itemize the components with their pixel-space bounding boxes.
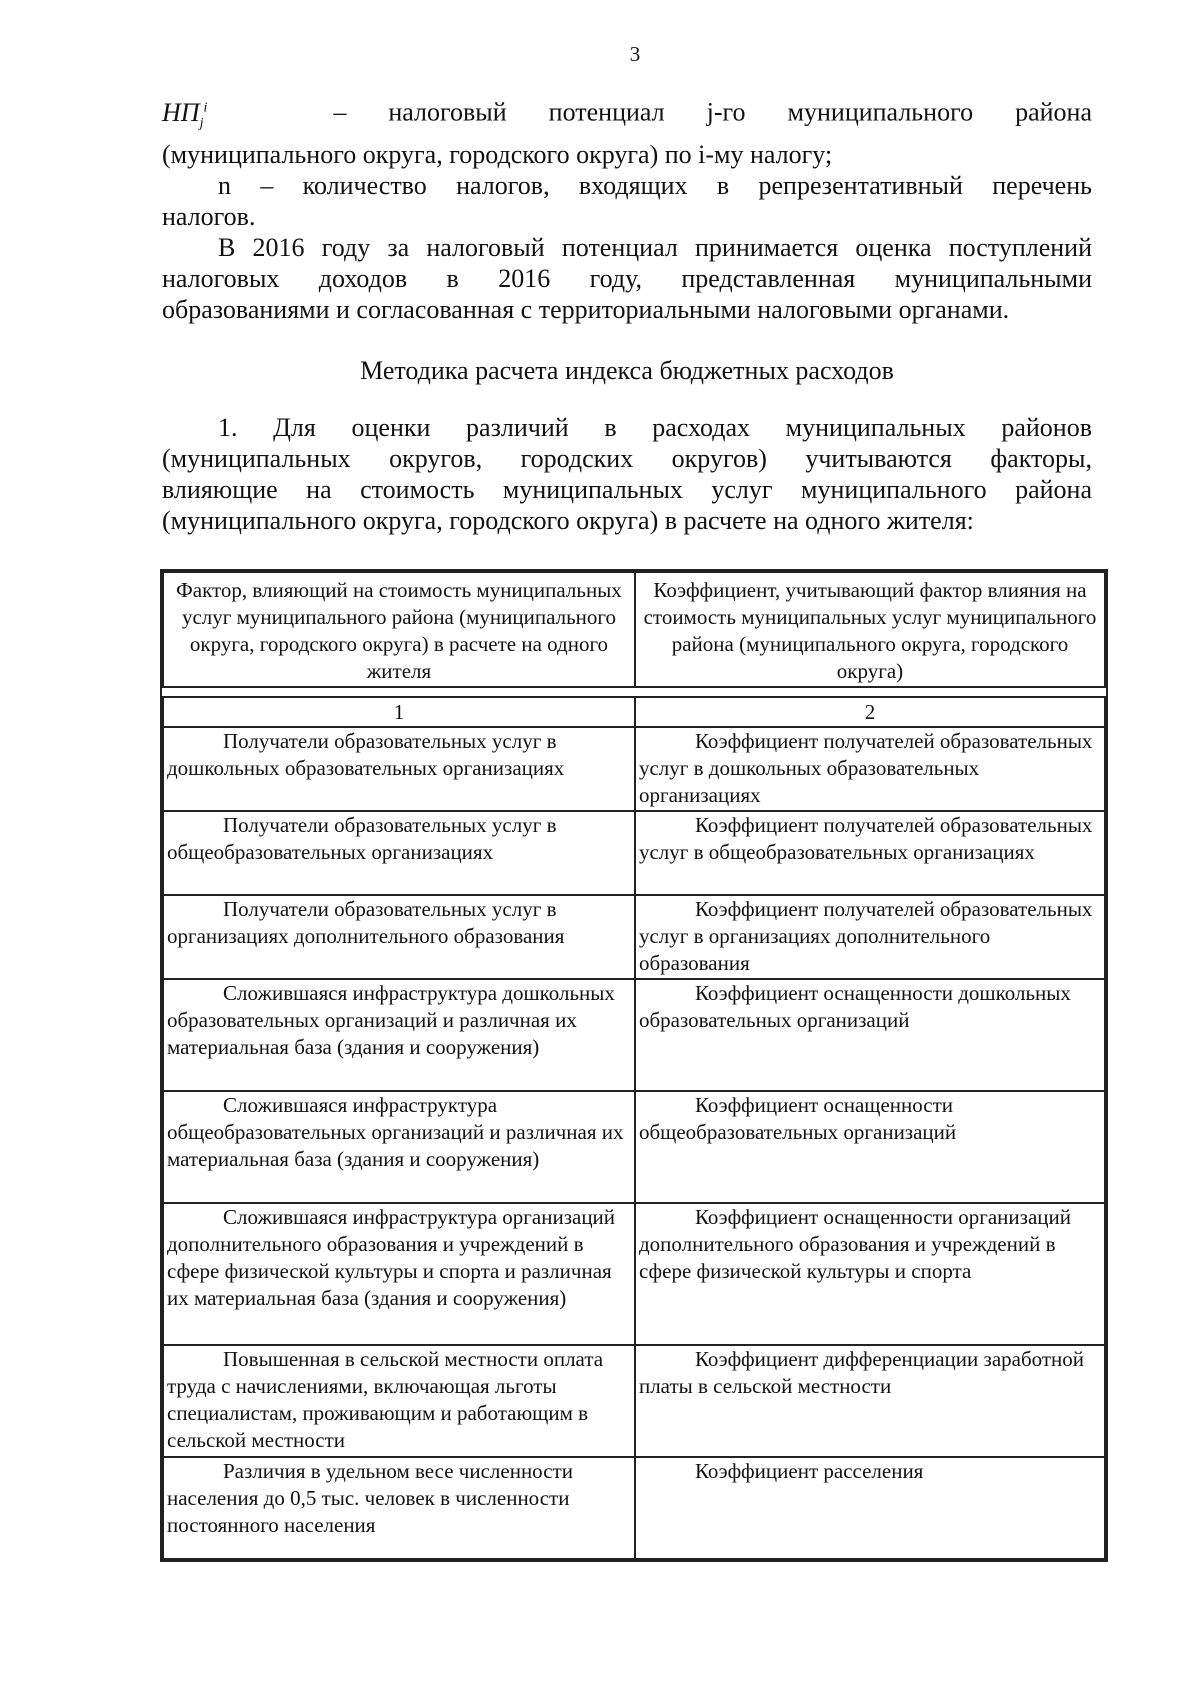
table-cell-coefficient: Коэффициент расселения xyxy=(635,1457,1105,1559)
table-cell-factor: Получатели образовательных услуг в дошкольных образовательных организациях xyxy=(163,727,635,811)
table-cell-coefficient: Коэффициент оснащенности организаций дополнительного образования и учреждений в сфере физической культуры и спорта xyxy=(635,1203,1105,1345)
table-cell-coefficient: Коэффициент оснащенности дошкольных образовательных организаций xyxy=(635,979,1105,1091)
table-cell-factor: Получатели образовательных услуг в общеобразовательных организациях xyxy=(163,811,635,895)
table-row xyxy=(163,895,1105,979)
table-row xyxy=(163,1457,1105,1559)
table-col-number-1: 1 xyxy=(163,697,635,727)
table-cell-coefficient: Коэффициент получателей образовательных услуг в организациях дополнительного образования xyxy=(635,895,1105,979)
table-cell-factor: Получатели образовательных услуг в организациях дополнительного образования xyxy=(163,895,635,979)
table-cell-factor: Различия в удельном весе численности населения до 0,5 тыс. человек в численности постоянного населения xyxy=(163,1457,635,1559)
formula-definition-continuation: (муниципального округа, городского округа) по i-му налогу; xyxy=(162,139,833,169)
n-definition-continuation: налогов. xyxy=(162,201,256,231)
table-header-row xyxy=(163,572,1105,687)
n-definition-line: n – количество налогов, входящих в репрезентативный перечень xyxy=(218,170,1092,200)
formula-definition-line xyxy=(162,92,1092,139)
paragraph-1-line4: (муниципального округа, городского округа) в расчете на одного жителя: xyxy=(162,505,974,535)
table-col-number-2: 2 xyxy=(635,697,1105,727)
document-body xyxy=(162,92,1092,536)
table-header-factor: Фактор, влияющий на стоимость муниципальных услуг муниципального района (муниципального округа, городского округа) в расчете на одного жителя xyxy=(163,572,635,687)
table-cell-factor: Сложившаяся инфраструктура общеобразовательных организаций и различная их материальная база (здания и сооружения) xyxy=(163,1091,635,1203)
formula-definition-text: – налоговый потенциал j-го муниципального района xyxy=(333,97,1092,127)
table-cell-coefficient: Коэффициент получателей образовательных услуг в дошкольных образовательных организациях xyxy=(635,727,1105,811)
section-title: Методика расчета индекса бюджетных расходов xyxy=(360,355,894,385)
table-cell-coefficient: Коэффициент оснащенности общеобразовательных организаций xyxy=(635,1091,1105,1203)
paragraph-2016-line1: В 2016 году за налоговый потенциал принимается оценка поступлений xyxy=(218,232,1092,262)
table-row xyxy=(163,979,1105,1091)
factors-table xyxy=(160,569,1108,1562)
table-header-coefficient: Коэффициент, учитывающий фактор влияния на стоимость муниципальных услуг муниципального района (муниципального округа, городского округа) xyxy=(635,572,1105,687)
table-cell-coefficient: Коэффициент дифференциации заработной платы в сельской местности xyxy=(635,1345,1105,1457)
table-row xyxy=(163,1345,1105,1457)
table-cell-coefficient: Коэффициент получателей образовательных услуг в общеобразовательных организациях xyxy=(635,811,1105,895)
paragraph-1-line1: 1. Для оценки различий в расходах муниципальных районов xyxy=(218,412,1092,442)
table-header-separator xyxy=(163,687,1105,697)
table-cell-factor: Сложившаяся инфраструктура организаций дополнительного образования и учреждений в сфере физической культуры и спорта и различная их материальная база (здания и сооружения) xyxy=(163,1203,635,1345)
paragraph-1-line3: влияющие на стоимость муниципальных услуг муниципального района xyxy=(162,474,1092,504)
table-row xyxy=(163,811,1105,895)
paragraph-2016-line3: образованиями и согласованная с территориальными налоговыми органами. xyxy=(162,294,1010,324)
table-row xyxy=(163,727,1105,811)
table-row xyxy=(163,1091,1105,1203)
table-number-row xyxy=(163,697,1105,727)
table-cell-factor: Сложившаяся инфраструктура дошкольных образовательных организаций и различная их материальная база (здания и сооружения) xyxy=(163,979,635,1091)
formula-symbol: $НП_j^i$ xyxy=(162,97,208,131)
paragraph-1-line2: (муниципальных округов, городских округов) учитываются факторы, xyxy=(162,443,1092,473)
page-number: 3 xyxy=(629,42,641,66)
table-row xyxy=(163,1203,1105,1345)
table-cell-factor: Повышенная в сельской местности оплата труда с начислениями, включающая льготы специалистам, проживающим и работающим в сельской местности xyxy=(163,1345,635,1457)
paragraph-2016-line2: налоговых доходов в 2016 году, представленная муниципальными xyxy=(162,263,1092,293)
